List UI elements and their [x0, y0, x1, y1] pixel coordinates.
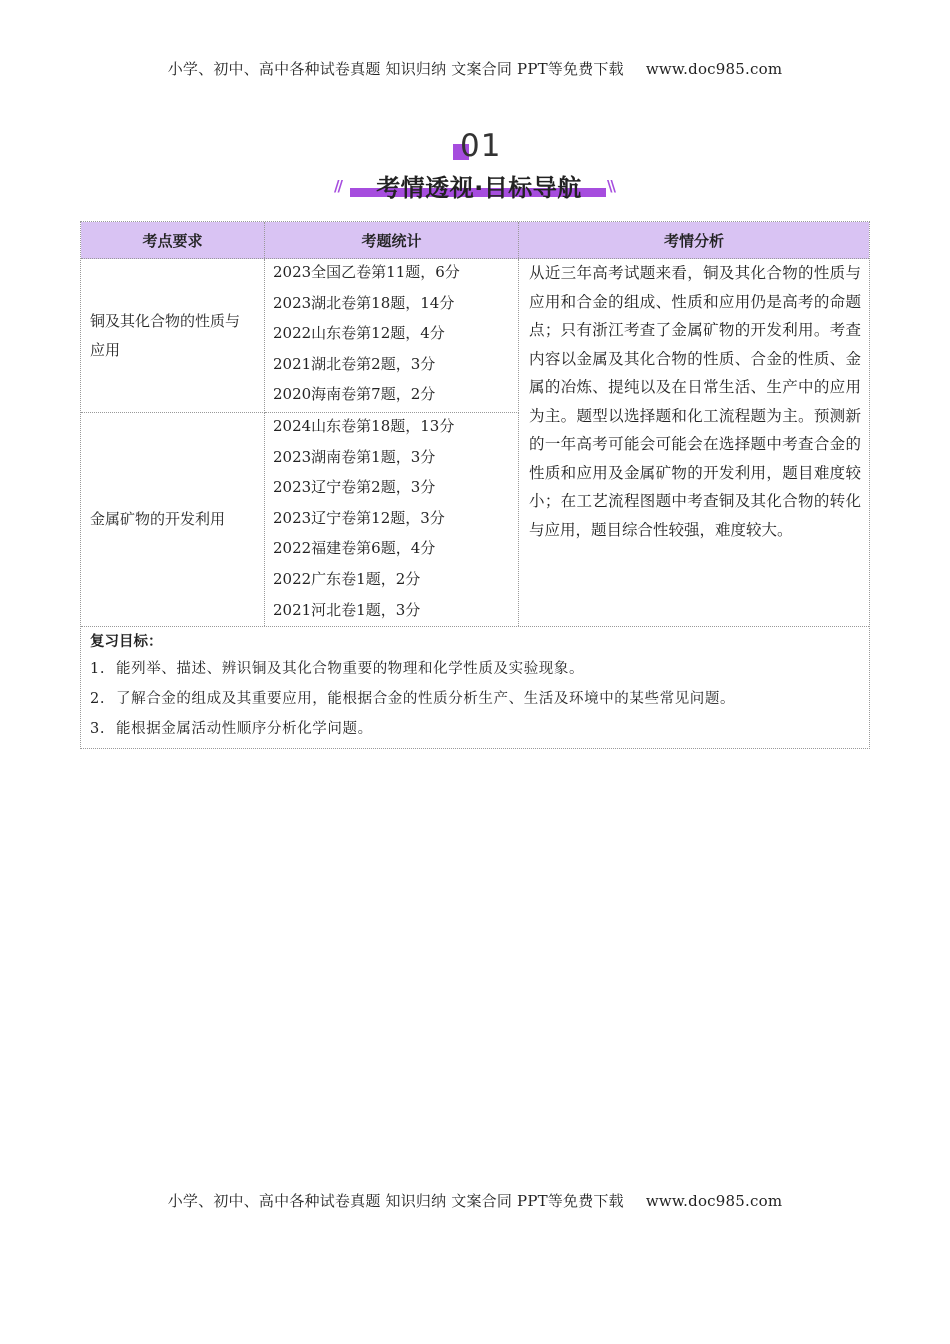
stats-cell	[265, 413, 519, 626]
page-footer	[0, 1190, 950, 1211]
footer-text: 小学、初中、高中各种试卷真题 知识归纳 文案合同 PPT等免费下载	[167, 1192, 624, 1210]
stat-item: 2023辽宁卷第12题，3分	[273, 508, 445, 527]
header-stats: 考题统计	[265, 222, 519, 258]
goals-title: 复习目标：	[90, 634, 163, 650]
requirement-text: 铜及其化合物的性质与应用	[90, 311, 241, 359]
goal-item	[90, 684, 869, 714]
stat-item: 2023湖南卷第1题，3分	[273, 447, 436, 466]
section-number-block	[452, 128, 512, 164]
section-title-block	[334, 168, 624, 202]
stat-item: 2022福建卷第6题，4分	[273, 539, 436, 558]
goal-text: 了解合金的组成及其重要应用，能根据合金的性质分析生产、生活及环境中的某些常见问题。	[116, 691, 736, 707]
goal-item	[90, 714, 869, 744]
goal-text: 能根据金属活动性顺序分析化学问题。	[116, 721, 373, 737]
review-goals	[81, 627, 869, 748]
footer-site-link[interactable]: www.doc985.com	[645, 1192, 783, 1210]
stat-item: 2023全国乙卷第11题，6分	[273, 263, 460, 281]
stat-item: 2023辽宁卷第2题，3分	[273, 478, 436, 497]
stat-item: 2024山东卷第18题，13分	[273, 417, 455, 435]
goal-item	[90, 654, 869, 684]
goal-number: 2.	[90, 691, 106, 707]
goal-number: 1.	[90, 661, 106, 677]
section-title: 考情透视·目标导航	[376, 174, 582, 202]
header-site-link[interactable]: www.doc985.com	[645, 60, 783, 78]
page-header	[0, 58, 950, 79]
stat-item: 2021河北卷1题，3分	[273, 600, 421, 619]
header-text: 小学、初中、高中各种试卷真题 知识归纳 文案合同 PPT等免费下载	[167, 60, 624, 78]
stats-cell	[265, 259, 519, 413]
requirement-cell	[81, 413, 265, 626]
section-number: 01	[460, 128, 502, 164]
table-header-row	[81, 222, 869, 259]
header-requirement: 考点要求	[81, 222, 265, 258]
header-analysis: 考情分析	[663, 231, 724, 250]
goal-number: 3.	[90, 721, 106, 737]
goal-text: 能列举、描述、辨识铜及其化合物重要的物理和化学性质及实验现象。	[116, 661, 585, 677]
title-deco-left: //	[334, 177, 341, 195]
table-body	[81, 259, 869, 627]
analysis-text: 从近三年高考试题来看，铜及其化合物的性质与应用和合金的组成、性质和应用仍是高考的命题点；只有浙江考查了金属矿物的开发利用。考查内容以金属及其化合物的性质、合金的性质、金属的冶炼、提纯以及在日常生活、生产中的应用为主。题型以选择题和化工流程题为主。预测新的一年高考可能会可能会在选择题中考查合金的性质和应用及金属矿物的开发利用，题目难度较小；在工艺流程图题中考查铜及其化合物的转化与应用，题目综合性较强，难度较大。	[529, 264, 861, 539]
stat-item: 2020海南卷第7题，2分	[273, 385, 436, 404]
stat-item: 2021湖北卷第2题，3分	[273, 354, 436, 373]
exam-analysis-table	[80, 221, 870, 749]
title-deco-right: \\	[607, 177, 614, 195]
stat-item: 2022山东卷第12题，4分	[273, 324, 445, 343]
requirement-cell	[81, 259, 265, 413]
stat-item: 2023湖北卷第18题，14分	[273, 293, 455, 312]
stat-item: 2022广东卷1题，2分	[273, 569, 421, 588]
requirement-text: 金属矿物的开发利用	[90, 510, 226, 528]
